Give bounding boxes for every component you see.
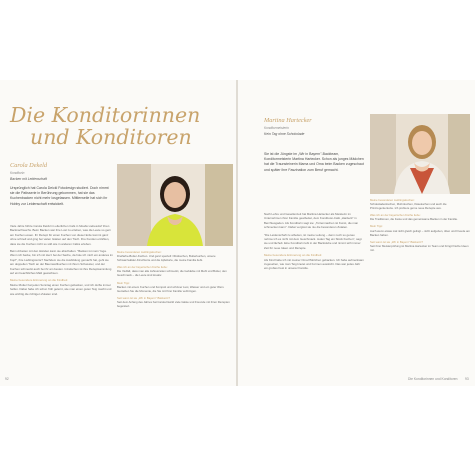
left-person-role: Konditorin — [10, 171, 25, 175]
right-lead-text: Sie ist die Jüngste im „Wir in Bayern"-Backteam, Konditormeisterin Martina Hartecker. Schon als junges Mädchen hat die Traunsteinerin Mama und Oma beim Backen zugeschaut und später ihre Faszination zum Beruf gemacht. — [264, 152, 364, 172]
running-head: Die Konditorinnen und Konditoren — [408, 377, 458, 381]
left-qa-question: Mein Tipp: — [117, 280, 130, 285]
woman-portrait-image — [117, 164, 233, 246]
left-qa-list — [117, 250, 230, 378]
left-body-paragraph: Beim Arbeiten mit den Händen kann sie abschalten. "Backen ist mein Yoga. Wenn ich backe, bin ich mit Herz bei der Sache, da hole ich mich ein anderes im Kopf", ihre Lieblingstorte? Nachdem sie die Ausbildung gemacht hat, geht sie am doppelten Tisch an der Baumwollkuchen mit ihrem Schwester, und der Kuchen schmeckt auch bei ihr am besten. Inzwischen ist ihre Rezeptsammlung auf ein beachtliches Maß gewachsen. — [10, 249, 113, 276]
left-qa-answer: Seit dem Anfang des Jahres hat Carola Deickl viele Gäste und Freunde mit ihren Rezepten begeistert. — [117, 299, 230, 309]
right-body-paragraph: Als Kind habe ich mit meiner Oma Plätzchen gebacken. Ich habe aufmerksam zugesehen, wie man Teig knetet und Formen aussticht. Das war jedes Jahr ein großes Fest in unserer Familie. — [264, 257, 364, 271]
right-qa-answer: Die Traditionen, die Feste und das gemeinsame Backen in der Familie. — [370, 217, 458, 222]
left-body-paragraph: Meine Mutter hat jeden Sonntag einen Kuchen gebacken, und ich durfte immer helfen. Dabei habe ich schon früh gelernt, wie man einen guten Teig macht und wie wichtig die richtigen Zutaten sind. — [10, 282, 112, 296]
left-qa-question: Seit wann ist sie „Wir in Bayern" Bäckerin? — [117, 295, 170, 300]
left-qa-answer: Die Vielfalt, dass man alle Jahreszeiten schmeckt, die Gebäcke mit Mehl und Butter, den Geschmack – die Leute sind kreativ. — [117, 269, 227, 278]
right-body-paragraph: "Die Leidenschaft zu arbeiten, ist meine Leitung – denn noch so genau nehme ich es nicht mit dem Geschmack. Jeden Tag ein Stück Kuchen", sagt sie und lächelt. Eine Konditorin lebt in der Backstube und nimmt sich immer Zeit für neue Ideen und Rezepte. — [264, 232, 362, 250]
left-body-text — [10, 224, 113, 376]
left-portrait-photo — [117, 164, 233, 246]
right-portrait-photo — [370, 114, 470, 194]
left-person-name: Carola Dekeld — [10, 162, 48, 169]
left-page — [0, 80, 237, 386]
left-qa-question: Meine besonderen Lieblingskuchen: — [117, 250, 162, 254]
left-lead-text: Ursprünglich hat Carola Deickl Fotodesign studiert. Doch nimmt sie die Patisserie in Berührung gekommen, hat sie das Kuchenbacken nicht mehr losgelassen. Mittlerweile hat sich ihr Hobby zur Leidenschaft entwickelt. — [10, 186, 109, 206]
right-page — [238, 80, 475, 386]
right-qa-question: Meine besonderen Lieblingskuchen: — [370, 198, 415, 202]
left-qa-answer: Dreifarbe-Butter-Kuchen. Und ganz speziell: Obstkuchen, Butterkuchen, unsere Schwarzwälder-Kirschtorte und die Apfeltorte, die meine Familie liebt. — [117, 254, 216, 263]
right-person-quote: Kein Tag ohne Schokolade — [264, 132, 305, 136]
left-person-quote: Backen mit Leidenschaft — [10, 177, 47, 181]
right-person-name: Martina Hartecker — [264, 117, 312, 124]
right-body-subhead: Meine besondere Erinnerung an die Kindheit: — [264, 253, 323, 258]
folio-right: 93 — [465, 377, 469, 381]
right-body-paragraph: Nach Lehre und Gesellenzeit hat Martina Hartecker als Meisterin im Unternehmen ihrer Familie gearbeitet, dem Konditorei-Café „Hardeck" in Berchtesgaden. Als Konditorin sagt sie: „Tortenmachen ist Kunst, die man schmecken kann". Dabei vergisst sie nie die besonderen Zutaten. — [264, 212, 359, 230]
left-qa-question: Was ich an der bayerischen Küche liebe: — [117, 265, 168, 270]
right-qa-question: Mein Tipp: — [370, 224, 383, 229]
left-body-subhead: Meine besondere Erinnerung an die Kindheit: — [10, 278, 69, 283]
page-title — [10, 104, 230, 148]
left-qa-answer: Backen mit einem Kuchen und Kompott und schöner Lust, Wasser und ein guter Wein. Genießen Sie die Momente, die Sie mit Ihrer Familie verbringen. — [117, 284, 225, 293]
left-body-paragraph: Viele Jahre führte Carola Deickl im elterlichen Café in Moabs Liebesdorf ihren Backnachwuchs. Beim Backen war ihre Lust zu erleben, was die Leute so gern am Kuchen essen. Ihr Rezept für einen Kuchen von dieser Erde kommt ganz ohne schnell und ging bei vielen Gästen auf den Tisch. Ihre Kunden erzählen, dass sie die Kuchen nicht so süß wie in anderen Cafés erleben. — [10, 224, 112, 246]
magazine-spread — [0, 80, 475, 386]
right-qa-question: Seit wann ist sie „Wir in Bayern" Bäckerin? — [370, 239, 423, 244]
right-qa-question: Was ich an der bayerischen Küche liebe: — [370, 213, 421, 218]
right-body-text — [264, 212, 364, 372]
woman-portrait-image — [370, 114, 470, 194]
right-qa-list — [370, 198, 470, 374]
title-line-2: und Konditoren — [30, 125, 192, 149]
folio-left: 92 — [5, 377, 9, 381]
right-qa-answer: Auch wenn etwas mal nicht gleich gelingt – nicht aufgeben, üben und Freude am Backen haben. — [370, 228, 470, 237]
right-qa-answer: Seit ihrer Meisterprüfung ist Martina Hartecker im Team und bringt frische Ideen mit. — [370, 243, 469, 252]
right-person-role: Konditormeisterin — [264, 126, 289, 130]
right-qa-answer: Schokoladenkuchen, Mohnkuchen, Käsekuchen und auch die Prinzregententorte. Ich probiere gerne neue Rezepte aus. — [370, 202, 447, 211]
title-line-1: Die Konditorinnen — [10, 103, 201, 127]
